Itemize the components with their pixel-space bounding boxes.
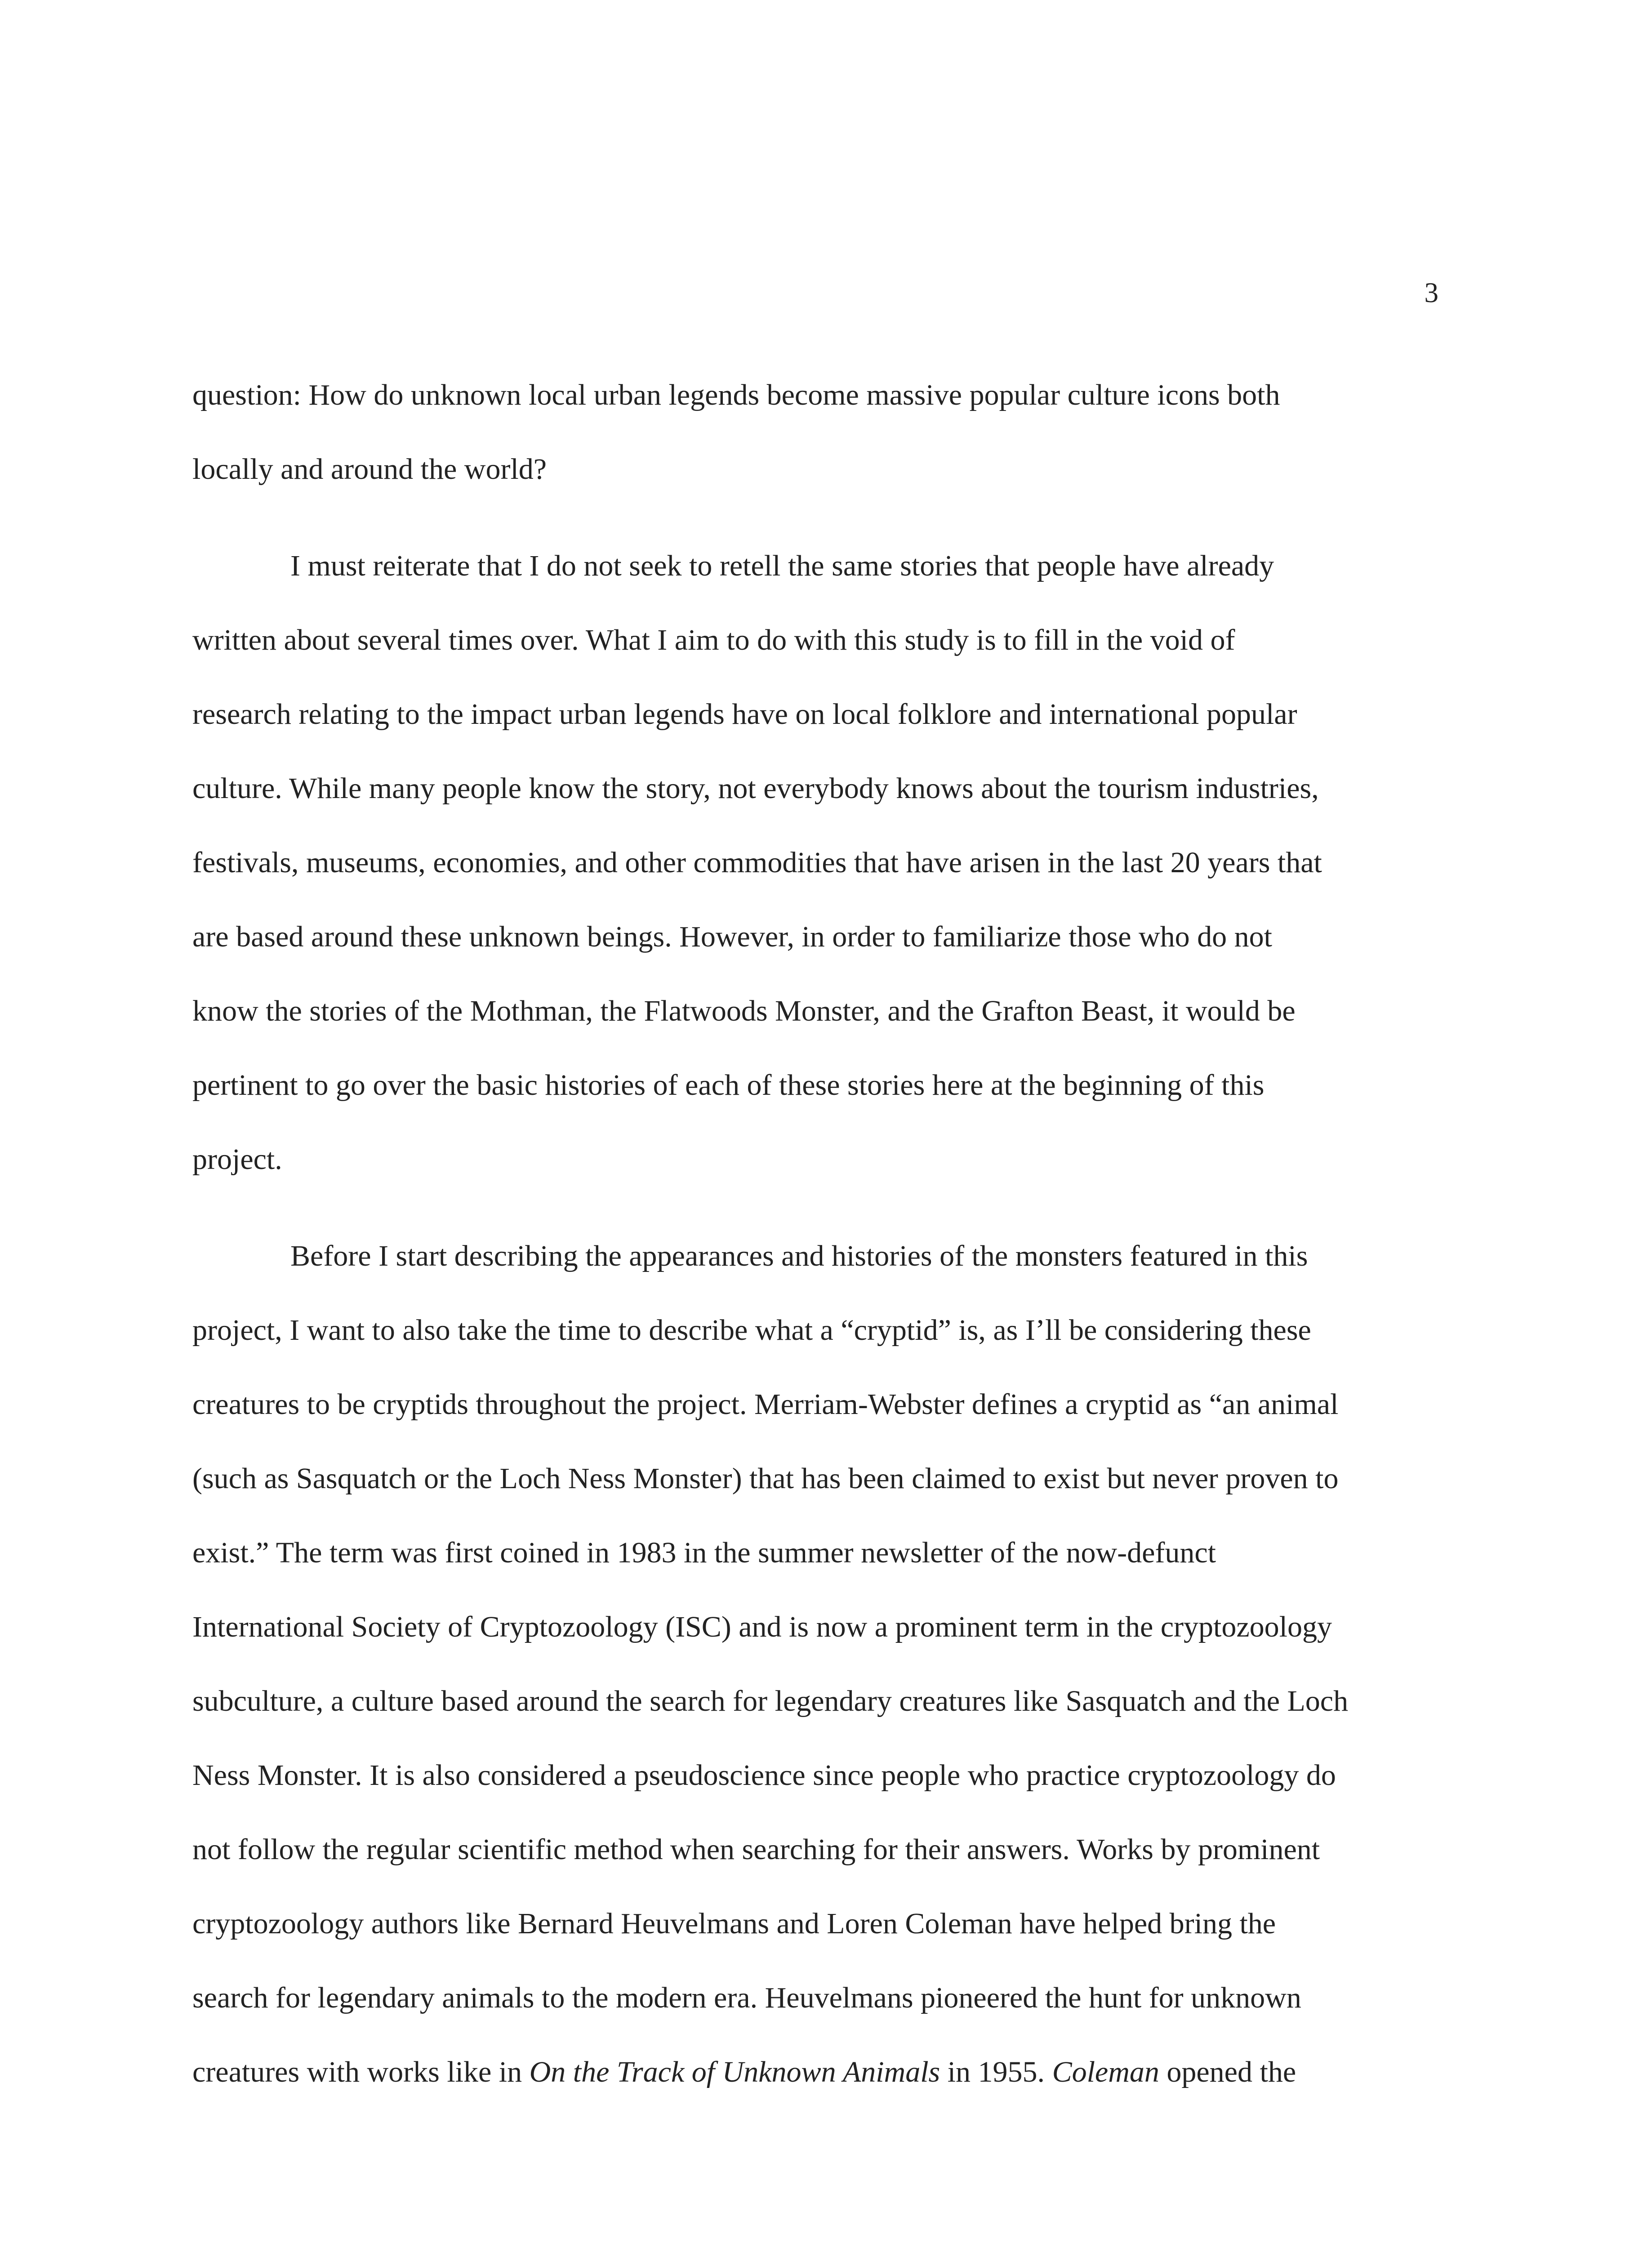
text-segment: opened the — [1159, 2056, 1296, 2088]
text-line: (such as Sasquatch or the Loch Ness Monster) that has been claimed to exist but never proven to — [192, 1462, 1339, 1495]
text-segment: in 1955. — [940, 2056, 1052, 2088]
page-number: 3 — [1424, 277, 1438, 308]
text-line: are based around these unknown beings. However, in order to familiarize those who do not — [192, 920, 1273, 953]
text-line: project. — [192, 1143, 282, 1176]
author-name: Coleman — [1052, 2056, 1159, 2088]
text-line: locally and around the world? — [192, 453, 547, 486]
text-segment: creatures with works like in — [192, 2056, 530, 2088]
paragraph-3 — [192, 1219, 1442, 2109]
text-line: pertinent to go over the basic histories of each of these stories here at the beginning of this — [192, 1069, 1265, 1102]
text-line: I must reiterate that I do not seek to retell the same stories that people have already — [290, 549, 1274, 582]
text-line: International Society of Cryptozoology (ISC) and is now a prominent term in the cryptozoology — [192, 1610, 1332, 1643]
text-line: Before I start describing the appearances and histories of the monsters featured in this — [290, 1240, 1308, 1272]
body-text — [192, 358, 1442, 2132]
text-line: research relating to the impact urban legends have on local folklore and international popular — [192, 698, 1297, 731]
text-line: know the stories of the Mothman, the Flatwoods Monster, and the Grafton Beast, it would be — [192, 995, 1296, 1027]
text-line: cryptozoology authors like Bernard Heuvelmans and Loren Coleman have helped bring the — [192, 1907, 1276, 1940]
text-line: culture. While many people know the story, not everybody knows about the tourism industries, — [192, 772, 1319, 805]
text-line: not follow the regular scientific method when searching for their answers. Works by prominent — [192, 1833, 1320, 1866]
text-line: creatures to be cryptids throughout the project. Merriam-Webster defines a cryptid as “an animal — [192, 1388, 1339, 1421]
text-line: exist.” The term was first coined in 1983 in the summer newsletter of the now-defunct — [192, 1536, 1216, 1569]
paragraph-1 — [192, 358, 1442, 506]
text-line: festivals, museums, economies, and other commodities that have arisen in the last 20 years that — [192, 846, 1322, 879]
text-line: question: How do unknown local urban legends become massive popular culture icons both — [192, 379, 1280, 411]
text-line: written about several times over. What I aim to do with this study is to fill in the void of — [192, 624, 1235, 656]
text-line: project, I want to also take the time to describe what a “cryptid” is, as I’ll be considering these — [192, 1314, 1311, 1347]
paragraph-2 — [192, 529, 1442, 1196]
text-line: subculture, a culture based around the search for legendary creatures like Sasquatch and the Loch — [192, 1685, 1349, 1717]
text-line: search for legendary animals to the modern era. Heuvelmans pioneered the hunt for unknown — [192, 1981, 1301, 2014]
book-title: On the Track of Unknown Animals — [529, 2056, 940, 2088]
text-line: Ness Monster. It is also considered a pseudoscience since people who practice cryptozoology do — [192, 1759, 1336, 1792]
text-line-last — [192, 2035, 1442, 2109]
